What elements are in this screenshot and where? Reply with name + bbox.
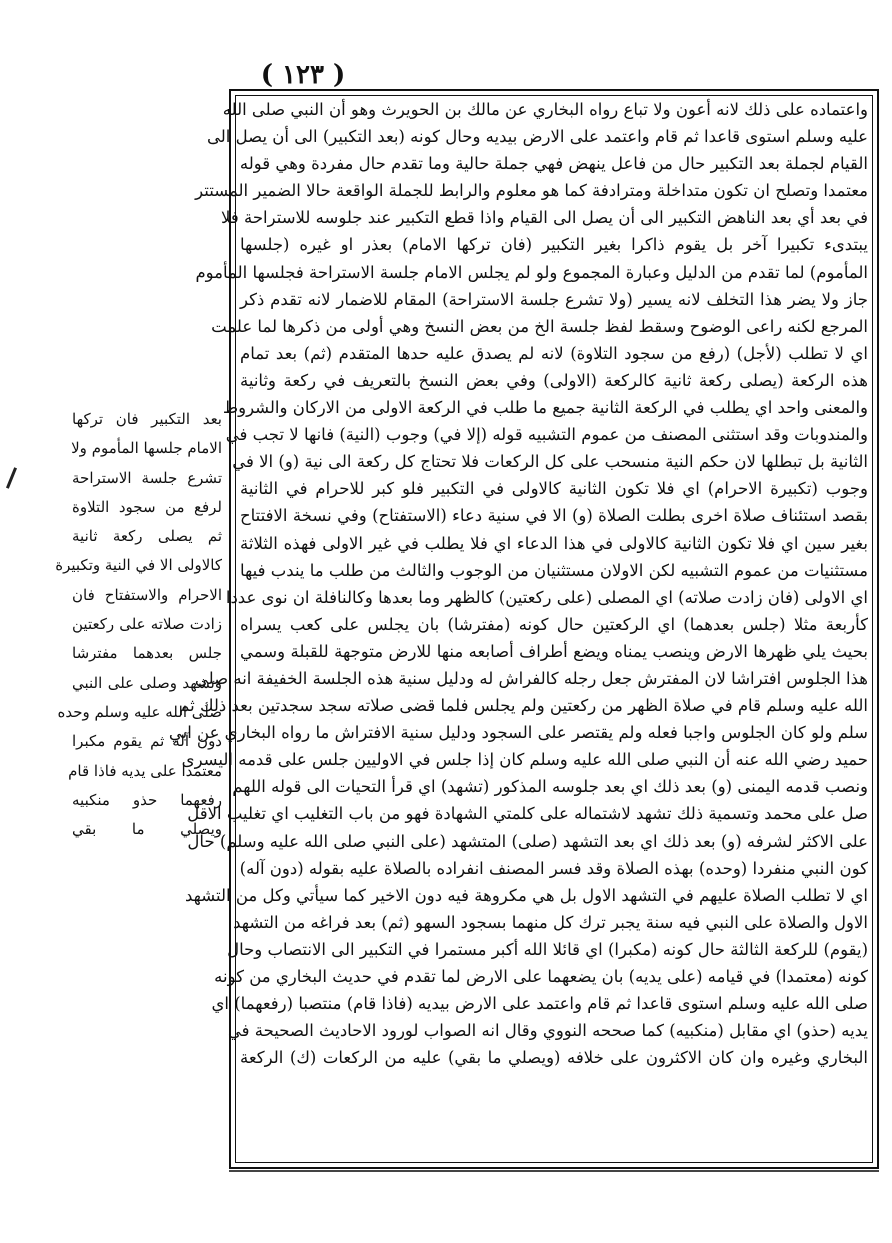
text-line: يبتدىء تكبيرا آخر بل يقوم ذاكرا بغير التكبير (فان تركها الامام) بعذر او غيره (جلسها bbox=[240, 235, 868, 255]
text-line: والمندوبات وقد استثنى المصنف من عموم التشبيه قوله (إلا في) وجوب (النية) فانها لا تجب في bbox=[225, 425, 868, 445]
main-commentary-text bbox=[168, 96, 868, 1162]
text-line: واعتماده على ذلك لانه أعون ولا تباع رواه البخاري عن مالك بن الحويرث وهو أن النبي صلى الله bbox=[222, 100, 868, 119]
text-line: المرجع لكنه راعى الوضوح وسقط لفظ جلسة الخ من بعض النسخ وهي أولى من ذكرها لما علمت bbox=[211, 316, 868, 336]
text-line: يديه (حذو) اي مقابل (منكبيه) كما صححه النووي وقال انه الصواب لورود الاحاديث الصحيحة في bbox=[227, 1021, 868, 1041]
text-line: بحيث يلي ظهرها الارض وينصب يمناه ويضع أطراف أصابعه منها للارض متوجهة للقبلة وسمي bbox=[240, 641, 868, 661]
text-line: الله عليه وسلم قام في صلاة الظهر من ركعتين ولم يجلس فلما قضى صلاته سجد سجدتين بعد ذلك ثم bbox=[179, 696, 868, 716]
page-number: ( ١٢٣ ) bbox=[260, 60, 346, 90]
text-line: صلى الله عليه وسلم استوى قاعدا ثم قام واعتمد على الارض بيديه (فاذا قام) منتصبا (رفعهما) اي bbox=[211, 994, 868, 1014]
text-line: سلم ولو كان الجلوس واجبا فعله ولم يقتصر على السجود ودليل سنية الافتراش ما رواه البخاري عن ابي bbox=[168, 723, 868, 743]
text-line: المأموم) لما تقدم من الدليل وعبارة المجموع ولو لم يجلس الامام جلسة الاستراحة فجلسها المأموم bbox=[195, 262, 868, 282]
text-line: كون النبي منفردا (وحده) بهذه الصلاة وقد فسر المصنف انفراده بالصلاة عليه بقوله (دون آله) bbox=[239, 858, 868, 878]
margin-line: لرفع من سجود التلاوة bbox=[72, 497, 222, 516]
text-line: كأربعة مثلا (جلس بعدهما) اي الركعتين حال كونه (مفترشا) بان يجلس على كعب يسراه bbox=[240, 614, 868, 634]
text-line: اي لا تطلب الصلاة عليهم في التشهد الاول بل هي مكروهة فيه دون الاخير كما سيأتي وكل من التشهد bbox=[185, 885, 868, 905]
margin-line: جلس بعدهما مفترشا bbox=[72, 644, 222, 663]
text-line: حميد رضي الله عنه أن النبي صلى الله عليه وسلم كان إذا جلس في الاوليين جلس على قدمه اليسرى bbox=[181, 750, 868, 770]
margin-line: ثم يصلى ركعة ثانية bbox=[72, 527, 222, 546]
text-line: معتمدا وتصلح ان تكون متداخلة ومترادفة كما هو معلوم والرابط للجملة الواقعة حالا الضمير المستتر bbox=[195, 181, 868, 201]
text-line: الاول والصلاة على النبي فيه سنة يجبر ترك كل منهما بسجود السهو (ثم) بعد فراغه من التشهد bbox=[233, 912, 868, 932]
text-line: هذا الجلوس افتراشا لان المفترش جعل رجله كالفراش له ودليل سنية هذه الجلسة الخفيفة انه صلى bbox=[194, 668, 868, 688]
margin-line: كالاولى الا في النية وتكبيرة bbox=[55, 556, 222, 575]
text-line: اي الاولى (فان زادت صلاته) اي المصلى (على ركعتين) كالظهر وما بعدها وكالنافلة ان نوى عددا bbox=[225, 587, 868, 607]
margin-line: وتشهد وصلى على النبي bbox=[72, 673, 222, 692]
margin-pen-mark bbox=[6, 467, 17, 489]
text-line: في بعد أي بعد الناهض التكبير الى أن يصل الى القيام واذا قطع التكبير عند جلوسه للاستراحة فلا bbox=[221, 208, 868, 228]
text-line: على الاكثر لشرفه (و) بعد ذلك اي بعد التشهد (صلى) المتشهد (على النبي صلى الله عليه وسلم) حال bbox=[187, 831, 868, 851]
margin-line: رفعهما حذو منكبيه bbox=[72, 790, 222, 809]
bottom-rule bbox=[229, 1170, 879, 1172]
margin-line: صلى الله عليه وسلم وحده bbox=[57, 702, 222, 721]
margin-line: بعد التكبير فان تركها bbox=[72, 410, 222, 428]
text-line: ونصب قدمه اليمنى (و) بعد ذلك اي بعد جلوسه المذكور (تشهد) اي قرأ التحيات الى قوله اللهم bbox=[232, 777, 868, 797]
text-line: عليه وسلم استوى قاعدا ثم قام واعتمد على الارض بيديه وحال كونه (بعد التكبير) الى أن يصل الى bbox=[207, 127, 868, 147]
text-line: القيام لجملة بعد التكبير حال من فاعل ينهض فهي جملة حالية وما تقدم حال مفردة وهي قوله bbox=[239, 154, 868, 174]
margin-line: دون آله ثم يقوم مكبرا bbox=[72, 732, 222, 751]
text-line: مستثنيات من عموم التشبيه لكن الاولان مستثنيان من الوجوب والثالث من طلب ما يندب فيها bbox=[240, 560, 868, 580]
text-line: بغير سين اي فلا تكون الثانية كالاولى في هذا الدعاء اي فلا يطلب في غير الاولى فهذه الثلاثة bbox=[240, 533, 868, 553]
text-line: كونه (معتمدا) في قيامه (على يديه) بان يضعهما على الارض لما تقدم في حديث البخاري من كونه bbox=[214, 967, 868, 986]
margin-line: ويصلي ما بقي bbox=[72, 820, 222, 839]
margin-line: الامام جلسها المأموم ولا bbox=[71, 439, 222, 458]
margin-line: زادت صلاته على ركعتين bbox=[72, 615, 222, 634]
text-line: اي لا تطلب (لأجل) (رفع من سجود التلاوة) لانه لم يصدق عليه حدها المتقدم (ثم) بعد تمام bbox=[240, 343, 868, 363]
text-line: صل على محمد وتسمية ذلك تشهد لاشتماله على كلمتي الشهادة فهو من باب التغليب اي تغليب الاقل bbox=[187, 804, 868, 824]
margin-line: تشرع جلسة الاستراحة bbox=[72, 468, 222, 487]
text-line: بقصد استئناف صلاة اخرى بطلت الصلاة (و) الا في سنية دعاء (الاستفتاح) وفي نسخة الافتتاح bbox=[240, 506, 868, 526]
text-line: البخاري وغيره وان كان الاكثرون على خلافه (ويصلي ما بقي) عليه من الركعات (ك) الركعة bbox=[240, 1048, 868, 1068]
text-line: جاز ولا يضر هذا التخلف لانه يسير (ولا تشرع جلسة الاستراحة) المقام للاضمار لانه تقدم ذكر bbox=[240, 289, 868, 309]
text-line: والمعنى واحد اي يطلب في الركعة الثانية جميع ما طلب في الركعة الاولى من الاركان والشروط bbox=[222, 398, 868, 418]
text-line: وجوب (تكبيرة الاحرام) اي فلا تكون الثانية كالاولى في التكبير فلو كبر للاحرام في الثانية bbox=[240, 479, 868, 499]
text-line: الثانية بل تبطلها لان حكم النية منسحب على كل الركعات فلا تحتاج كل ركعة الى نية (و) الا في bbox=[232, 452, 868, 472]
margin-line: معتمدا على يديه فاذا قام bbox=[68, 761, 222, 780]
text-line: (يقوم) للركعة الثالثة حال كونه (مكبرا) اي قائلا الله أكبر مستمرا في التكبير الى الانتصاب وحال bbox=[227, 939, 868, 959]
text-line: هذه الركعة (يصلى ركعة ثانية كالركعة (الاولى) وفي بعض النسخ بالتعريف في ركعة وثانية bbox=[240, 370, 868, 390]
margin-line: الاحرام والاستفتاح فان bbox=[72, 585, 222, 604]
margin-matn-text bbox=[55, 405, 222, 839]
